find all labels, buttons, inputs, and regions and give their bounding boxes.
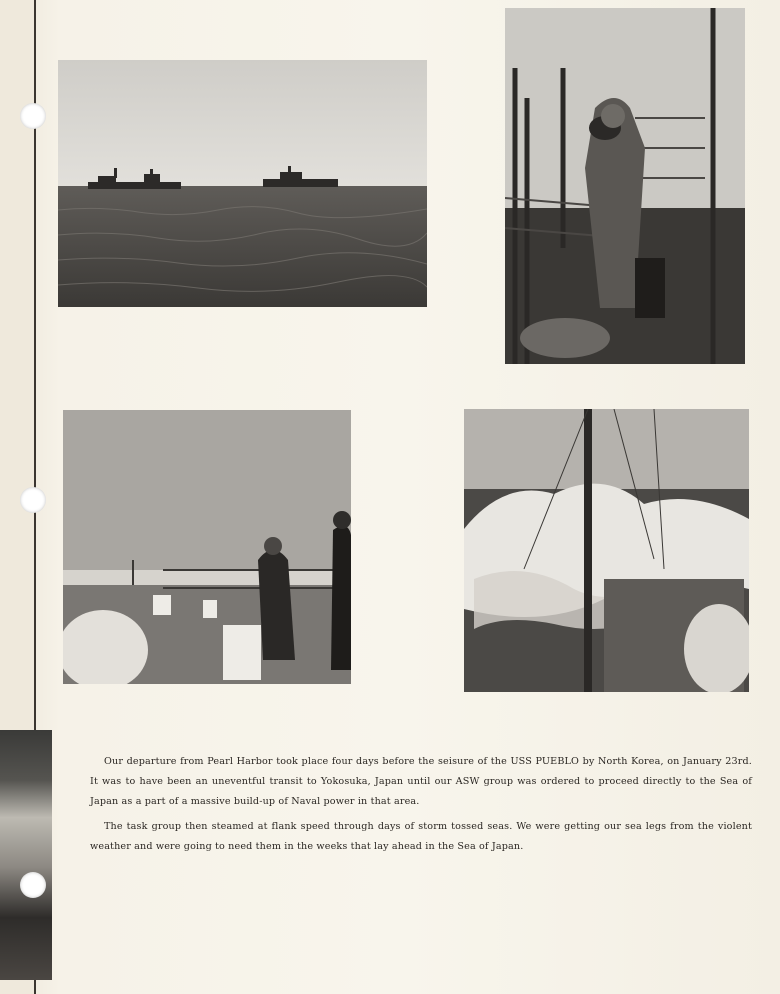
binder-hole xyxy=(20,487,46,513)
adjacent-page-photo-fragment xyxy=(0,730,52,980)
bow-in-heavy-seas-photo xyxy=(464,409,749,692)
binder-hole xyxy=(20,103,46,129)
lookout-in-foul-weather-gear-photo xyxy=(505,8,745,364)
ships-on-horizon-photo xyxy=(58,60,427,307)
paragraph: Our departure from Pearl Harbor took place four days before the seisure of the USS PUEBLO by North Korea, on January 23rd. It was to have been an uneventful transit to Yokosuka, Japan until our ASW group was ordered to proceed directly to the Sea of Japan as a part of a massive build-up of Naval power in that area. xyxy=(90,756,752,807)
men-on-icy-deck-photo xyxy=(63,410,351,684)
binder-hole xyxy=(20,872,46,898)
paragraph: The task group then steamed at flank speed through days of storm tossed seas. We were getting our sea legs from the violent weather and were going to need them in the weeks that lay ahead in the Sea of Japan. xyxy=(90,821,752,852)
caption-text xyxy=(90,752,752,862)
